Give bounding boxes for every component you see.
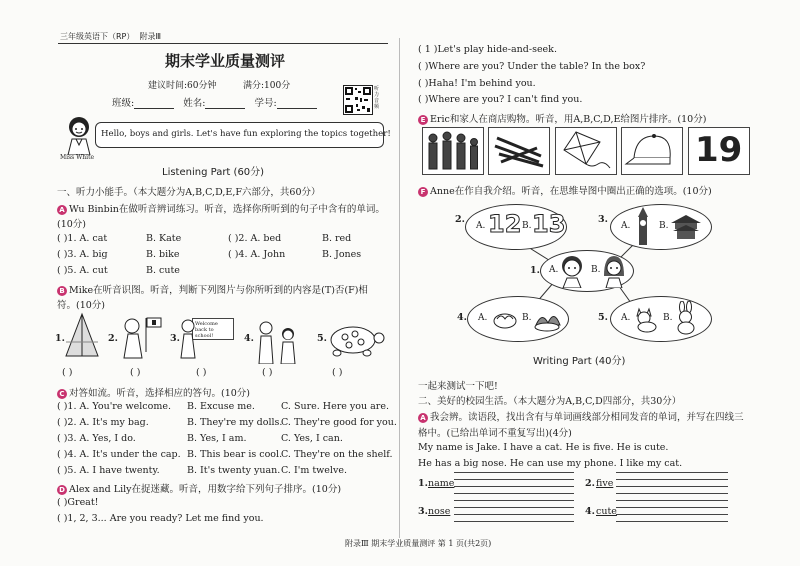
class-field[interactable] [134,98,174,109]
person-option-b[interactable]: B. [591,265,601,275]
secC-b1: B. Excuse me. [187,401,255,412]
word2-answer-lines[interactable] [616,472,728,494]
food-option-a[interactable]: A. [478,313,488,323]
word4-answer-lines[interactable] [616,500,728,522]
teacher-avatar [62,115,96,155]
secC-q1[interactable]: ( )1. A. You're welcome. [57,401,171,412]
qr-code[interactable] [343,85,373,115]
secD-line1[interactable]: ( )Great! [57,497,99,508]
dog-flag-picture [116,312,166,360]
age-option-a[interactable]: A. [476,221,486,231]
secB-num5: 5. [317,333,327,344]
part1-title: 一、听力小能手。（本大题分为A,B,C,D,E,F六部分，共60分） [57,187,321,198]
writing-title: Writing Part (40分) [533,356,626,367]
secC-c3: C. Yes, I can. [281,433,343,444]
secA-b4: B. Jones [322,249,362,260]
secA-b3: B. bike [146,249,180,260]
qr-note: 听力音频 [374,86,380,110]
listening-title: Listening Part (60分) [162,167,265,178]
class-label: 班级: [112,98,135,109]
secA-q5[interactable]: ( )5. A. cut [57,265,108,276]
secC-c5: C. I'm twelve. [281,465,347,476]
secC-c1: C. Sure. Here you are. [281,401,389,412]
age-number-13: 13 [532,210,566,238]
temple-icon [669,213,703,241]
secC-q3[interactable]: ( )3. A. Yes, I do. [57,433,136,444]
girl-icon [601,254,627,288]
person-option-a[interactable]: A. [549,265,559,275]
secC-b3: B. Yes, I am. [187,433,247,444]
pet-oval[interactable] [610,296,712,342]
pencils-picture [488,127,550,175]
book-label: 三年级英语下（RP） 附录Ⅲ [60,32,161,41]
secD-line3[interactable]: ( 1 )Let's play hide-and-seek. [418,44,557,55]
food-option-b[interactable]: B. [522,313,532,323]
name-label: 姓名: [183,98,206,109]
secA-score: (10分) [57,219,87,230]
secD-line4[interactable]: ( )Where are you? Under the table? In the box? [418,61,646,72]
word1: name [428,478,455,489]
vegetables-icon [532,305,562,333]
secA-b5: B. cute [146,265,180,276]
noodles-icon [492,307,518,331]
secA-instruction: A Wu Binbin在做听音辨词练习。听音，选择你所听到的句子中含有的单词。 [57,201,385,215]
word2: five [596,478,614,489]
price-number: 19 [695,130,743,170]
pet-option-b[interactable]: B. [663,313,673,323]
secD-line5[interactable]: ( )Haha! I'm behind you. [418,78,536,89]
word2-number: 2. [585,478,595,489]
secE-instruction: E Eric和家人在商店购物。听音，用A,B,C,D,E给图片排序。(10分) [418,111,706,125]
word1-number: 1. [418,478,428,489]
secC-q2[interactable]: ( )2. A. It's my bag. [57,417,149,428]
column-divider [399,38,400,538]
greeting-text: Hello, boys and girls. Let's have fun exploring the topics together! [101,129,391,139]
secA-b2: B. red [322,233,352,244]
header-rule [58,43,388,44]
secB-answer4[interactable]: ( ) [262,367,273,378]
boy-icon [559,254,585,288]
secWA-instruction2: 格中。(已给出单词不重复写出)(4分) [418,428,572,439]
word4: cute [596,506,617,517]
greeting-bubble [95,122,391,148]
person-oval[interactable] [540,250,634,292]
age-option-b[interactable]: B. [522,221,532,231]
secA-q1[interactable]: ( )1. A. cat [57,233,108,244]
food-oval[interactable] [467,296,569,342]
price-picture [688,127,750,175]
pyramid-picture [62,312,102,360]
secC-c4: C. They're on the shelf. [281,449,393,460]
secC-q5[interactable]: ( )5. A. I have twenty. [57,465,160,476]
secWA-instruction: A 我会辨。读语段，找出含有与单词画线部分相同发音的单词，并写在四线三 [418,409,744,423]
place-option-a[interactable]: A. [621,221,631,231]
time-info: 建议时间:60分钟 [148,81,217,91]
cap-picture [621,127,683,175]
secA-q3[interactable]: ( )3. A. big [57,249,108,260]
secA-q4[interactable]: ( )4. A. John [228,249,286,260]
word3-answer-lines[interactable] [454,500,574,522]
name-field[interactable] [205,98,245,109]
secF-num5: 5. [598,312,608,323]
secC-b2: B. They're my dolls. [187,417,283,428]
place-option-b[interactable]: B. [659,221,669,231]
word4-number: 4. [585,506,595,517]
secF-num2: 2. [455,214,465,225]
secB-num2: 2. [108,333,118,344]
secC-b5: B. It's twenty yuan. [187,465,281,476]
blackboard-text: Welcome back to school! [195,321,218,339]
teacher-name: Miss White [60,154,95,161]
age-number-12: 12 [488,210,522,238]
secB-num4: 4. [244,333,254,344]
secB-score: 符。(10分) [57,300,106,311]
pet-option-a[interactable]: A. [621,313,631,323]
blackboard-picture [178,316,234,360]
secC-b4: B. This bear is cool. [187,449,283,460]
secB-answer5[interactable]: ( ) [332,367,343,378]
secF-num4: 4. [457,312,467,323]
rabbit-icon [673,301,699,335]
secD-instruction: D Alex and Lily在捉迷藏。听音，用数字给下列句子排序。(10分) [57,481,341,495]
two-kids-picture [252,318,302,364]
secB-answer3[interactable]: ( ) [196,367,207,378]
secF-instruction: F Anne在作自我介绍。听音，在思维导图中圈出正确的选项。(10分) [418,183,712,197]
word1-answer-lines[interactable] [454,472,574,494]
page-footer: 附录Ⅲ 期末学业质量测评 第 1 页(共2页) [345,539,492,548]
family-picture [422,127,484,175]
test-line: 一起来测试一下吧! [418,381,498,392]
secWA-para1: My name is Jake. I have a cat. He is five. He is cute. [418,442,669,453]
id-field[interactable] [277,98,317,109]
part2-title: 二、美好的校园生活。（本大题分为A,B,C,D四部分，共30分） [418,396,682,407]
secB-instruction: B Mike在听音识图。听音，判断下列图片与你所听到的内容是(T)否(F)相 [57,282,368,296]
kite-picture [555,127,617,175]
secA-b1: B. Kate [146,233,182,244]
secWA-para2: He has a big nose. He can use my phone. I like my cat. [418,458,683,469]
secB-answer1[interactable]: ( ) [62,367,73,378]
secD-line2[interactable]: ( )1, 2, 3... Are you ready? Let me find you. [57,513,264,524]
secF-num3: 3. [598,214,608,225]
secB-num1: 1. [55,333,65,344]
word3-number: 3. [418,506,428,517]
secA-q2[interactable]: ( )2. A. bed [228,233,282,244]
secF-num1: 1. [530,265,540,276]
secC-q4[interactable]: ( )4. A. It's under the cap. [57,449,181,460]
secB-answer2[interactable]: ( ) [130,367,141,378]
secD-line6[interactable]: ( )Where are you? I can't find you. [418,94,583,105]
score-info: 满分:100分 [243,81,291,91]
big-ben-icon [633,207,653,247]
turtle-picture [325,320,385,358]
id-label: 学号: [254,98,277,109]
age-oval[interactable] [465,204,567,250]
place-oval[interactable] [610,204,712,250]
secB-num3: 3. [170,333,180,344]
page-title: 期末学业质量测评 [165,52,286,70]
secC-instruction: C 对答如流。听音，选择相应的答句。(10分) [57,385,250,399]
word3: nose [428,506,451,517]
cat-icon [633,305,659,333]
secC-c2: C. They're good for you. [281,417,397,428]
student-form [112,95,317,109]
